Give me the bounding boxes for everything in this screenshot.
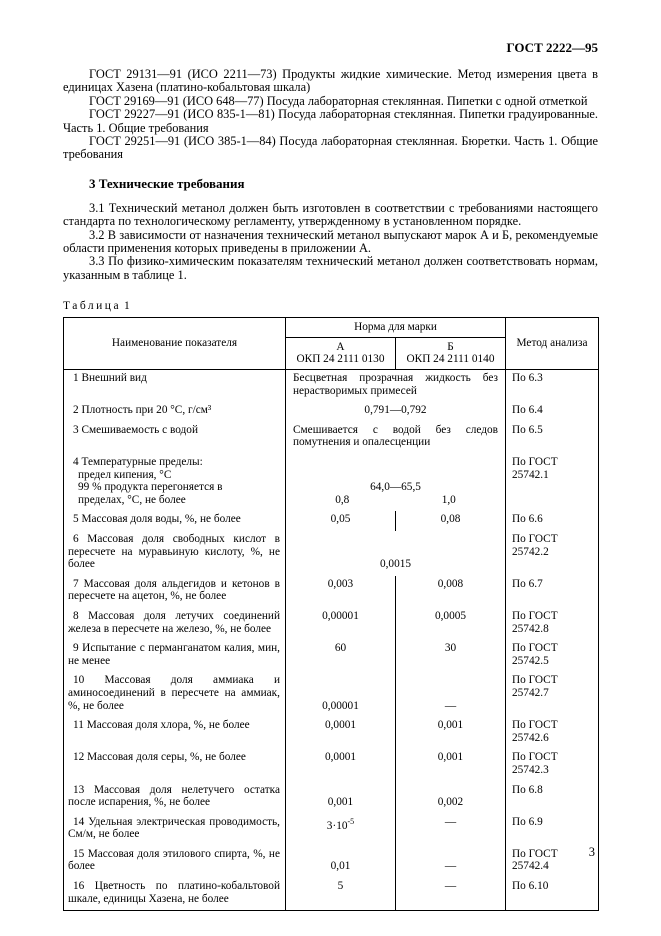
- method-value: По 6.4: [506, 402, 599, 422]
- table-caption: [63, 300, 598, 312]
- reference-paragraph: ГОСТ 29227—91 (ИСО 835-1—81) Посуда лабораторная стеклянная. Пипетки градуированные. Часть 1. Общие требования: [63, 107, 598, 135]
- indicator-name: 14 Удельная электрическая проводимость, См/м, не более: [64, 814, 286, 846]
- column-header-grade-b: [396, 337, 506, 369]
- method-value: По 6.9: [506, 814, 599, 846]
- indicator-name: [64, 454, 286, 511]
- table-row: [64, 749, 599, 781]
- norm-value-b: —: [396, 846, 506, 878]
- column-header-method: Метод анализа: [506, 318, 599, 370]
- norm-value-pair: [289, 494, 502, 507]
- indicator-name: 6 Массовая доля свободных кислот в пересчете на муравьиную кислоту, %, не более: [64, 531, 286, 576]
- norm-value-a: 0,01: [286, 846, 396, 878]
- norm-value-b: 0,001: [396, 749, 506, 781]
- indicator-name: 11 Массовая доля хлора, %, не более: [64, 717, 286, 749]
- spec-table: [63, 317, 599, 911]
- value-exponent: -5: [347, 816, 355, 826]
- grade-b-label: Б: [447, 340, 454, 353]
- norm-value-b: —: [396, 814, 506, 846]
- indicator-line: 99 % продукта перегоняется в: [78, 481, 223, 494]
- norm-value-a: 0,00001: [286, 672, 396, 717]
- norm-value-span: Смешивается с водой без следов помутнения и опалесценции: [286, 422, 506, 454]
- section-body: [63, 202, 598, 282]
- norm-value-a: 0,05: [286, 511, 396, 531]
- paragraph: 3.1 Технический метанол должен быть изготовлен в соответствии с требованиями настоящего стандарта по технологическому регламенту, утвержденному в установленном порядке.: [63, 200, 598, 229]
- value-base: 3·10: [326, 819, 348, 832]
- table-row: [64, 640, 599, 672]
- table-row: [64, 782, 599, 814]
- table-row: [64, 878, 599, 911]
- table-row: [64, 454, 599, 511]
- method-value: По ГОСТ 25742.1: [506, 454, 599, 511]
- page-number: 3: [588, 845, 595, 859]
- indicator-name: 15 Массовая доля этилового спирта, %, не более: [64, 846, 286, 878]
- method-value: По 6.7: [506, 576, 599, 608]
- norm-value-span: 0,0015: [286, 531, 506, 576]
- table-header-row: [64, 318, 599, 338]
- method-value: По 6.6: [506, 511, 599, 531]
- paragraph: 3.3 По физико-химическим показателям технический метанол должен соответствовать нормам, указанным в таблице 1.: [63, 254, 598, 282]
- norm-value-span: Бесцветная прозрачная жидкость без нерастворимых примесей: [286, 370, 506, 403]
- table-row: [64, 608, 599, 640]
- table-row: [64, 370, 599, 403]
- indicator-line: 4 Температурные пределы:: [73, 456, 203, 469]
- indicator-line: предел кипения, °С: [78, 468, 172, 481]
- method-value: По 6.10: [506, 878, 599, 911]
- norm-value-a: 0,00001: [286, 608, 396, 640]
- indicator-name: 2 Плотность при 20 °С, г/см³: [64, 402, 286, 422]
- norm-value-b: 0,008: [396, 576, 506, 608]
- indicator-name: 13 Массовая доля нелетучего остатка после испарения, %, не более: [64, 782, 286, 814]
- section-heading: 3 Технические требования: [89, 175, 245, 191]
- reference-paragraph: ГОСТ 29131—91 (ИСО 2211—73) Продукты жидкие химические. Метод измерения цвета в единицах Хазена (платино-кобальтовая шкала): [63, 67, 598, 95]
- norm-value-group: [286, 454, 506, 511]
- norm-value-a: [286, 814, 396, 846]
- method-value: По ГОСТ 25742.8: [506, 608, 599, 640]
- table-row: [64, 576, 599, 608]
- method-value: По 6.8: [506, 782, 599, 814]
- column-header-indicator: Наименование показателя: [64, 318, 286, 370]
- norm-value-b: 30: [396, 640, 506, 672]
- norm-value-a: 0,001: [286, 782, 396, 814]
- reference-paragraph: ГОСТ 29251—91 (ИСО 385-1—84) Посуда лабораторная стеклянная. Бюретки. Часть 1. Общие требования: [63, 134, 598, 162]
- table-row: [64, 846, 599, 878]
- norm-value-span: 0,791—0,792: [286, 402, 506, 422]
- table-row: [64, 717, 599, 749]
- indicator-line: пределах, °С, не более: [78, 493, 186, 506]
- norm-value-a: 0,0001: [286, 717, 396, 749]
- indicator-name: 7 Массовая доля альдегидов и кетонов в пересчете на ацетон, %, не более: [64, 576, 286, 608]
- standard-number: ГОСТ 2222—95: [506, 40, 598, 55]
- method-value: По ГОСТ 25742.7: [506, 672, 599, 717]
- method-value: По 6.5: [506, 422, 599, 454]
- indicator-name: 5 Массовая доля воды, %, не более: [64, 511, 286, 531]
- norm-value-span: 64,0—65,5: [370, 481, 421, 494]
- grade-a-label: А: [336, 340, 345, 353]
- indicator-name: 9 Испытание с перманганатом калия, мин, не менее: [64, 640, 286, 672]
- norm-value-b: 0,001: [396, 717, 506, 749]
- norm-value-b: 0,0005: [396, 608, 506, 640]
- indicator-name: 1 Внешний вид: [64, 370, 286, 403]
- table-row: [64, 814, 599, 846]
- paragraph: 3.2 В зависимости от назначения технический метанол выпускают марок А и Б, рекомендуемые области применения которых приведены в приложении А.: [63, 227, 598, 256]
- table-row: [64, 422, 599, 454]
- norm-value-b: —: [396, 672, 506, 717]
- indicator-name: 8 Массовая доля летучих соединений железа в пересчете на железо, %, не более: [64, 608, 286, 640]
- norm-value-b: 0,08: [396, 511, 506, 531]
- indicator-name: 3 Смешиваемость с водой: [64, 422, 286, 454]
- norm-value-b: —: [396, 878, 506, 911]
- norm-value-b: 1,0: [441, 493, 456, 506]
- norm-value-a: 0,003: [286, 576, 396, 608]
- table-row: [64, 402, 599, 422]
- norm-value-a: 0,8: [335, 493, 350, 506]
- method-value: По 6.3: [506, 370, 599, 403]
- method-value: По ГОСТ 25742.3: [506, 749, 599, 781]
- method-value: По ГОСТ 25742.6: [506, 717, 599, 749]
- method-value: По ГОСТ 25742.2: [506, 531, 599, 576]
- norm-value-b: 0,002: [396, 782, 506, 814]
- indicator-name: 12 Массовая доля серы, %, не более: [64, 749, 286, 781]
- indicator-name: 16 Цветность по платино-кобальтовой шкале, единицы Хазена, не более: [64, 878, 286, 911]
- method-value: По ГОСТ 25742.5: [506, 640, 599, 672]
- column-header-grade-a: [286, 337, 396, 369]
- method-value: По ГОСТ 25742.4: [506, 846, 599, 878]
- reference-paragraph: ГОСТ 29169—91 (ИСО 648—77) Посуда лабораторная стеклянная. Пипетки с одной отметкой: [89, 93, 588, 108]
- norm-value-a: 60: [286, 640, 396, 672]
- table-row: [64, 511, 599, 531]
- grade-a-okp: ОКП 24 2111 0130: [296, 353, 385, 366]
- norm-value-a: 5: [286, 878, 396, 911]
- indicator-name: 10 Массовая доля аммиака и аминосоединений в пересчете на аммиак, %, не более: [64, 672, 286, 717]
- table-row: [64, 672, 599, 717]
- norm-value-a: 0,0001: [286, 749, 396, 781]
- table-caption-number: 1: [123, 300, 130, 313]
- column-header-norm: Норма для марки: [286, 318, 506, 338]
- grade-b-okp: ОКП 24 2111 0140: [406, 353, 495, 366]
- references-block: [63, 68, 598, 162]
- table-row: [64, 531, 599, 576]
- table-caption-word: Таблица: [63, 300, 122, 313]
